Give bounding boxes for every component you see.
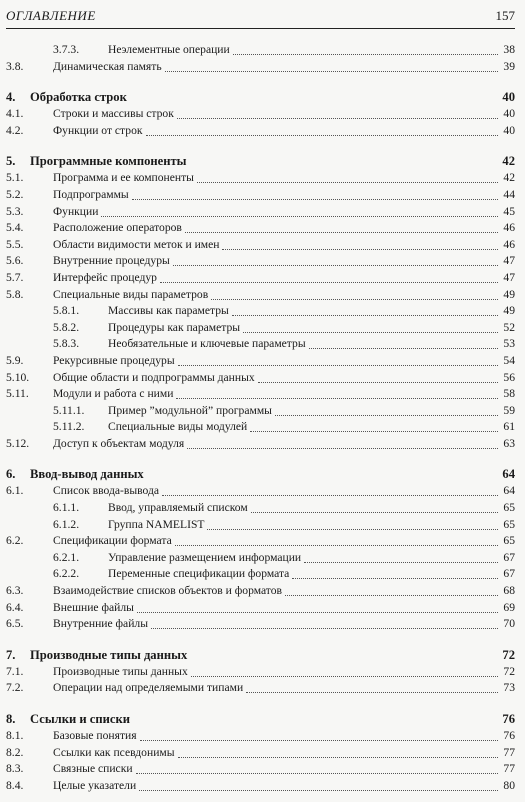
toc-entry-page: 40 [502, 90, 515, 105]
toc-entry-title: Динамическая память [53, 59, 162, 73]
toc-entry-number: 8. [6, 712, 16, 726]
toc-dot-leader [173, 254, 498, 266]
toc-entry-number: 6.2. [6, 534, 24, 548]
toc-subsection-entry[interactable] [6, 303, 515, 320]
toc-entry-number: 4.2. [6, 123, 24, 137]
toc-section-entry[interactable] [6, 436, 515, 453]
toc-section-entry[interactable] [6, 533, 515, 550]
toc-dot-leader [101, 205, 498, 217]
toc-dot-leader [292, 567, 498, 579]
toc-dot-leader [243, 321, 498, 333]
toc-entry-number: 7.2. [6, 681, 24, 695]
toc-entry-title: Функции [53, 204, 99, 218]
toc-entry-number: 6.2.1. [53, 550, 80, 564]
toc-subsection-entry[interactable] [6, 550, 515, 567]
toc-dot-leader [187, 437, 498, 449]
toc-entry-title: Программа и ее компоненты [53, 171, 194, 185]
running-title: ОГЛАВЛЕНИЕ [6, 8, 96, 23]
toc-section-entry[interactable] [6, 664, 515, 681]
toc-entry-number: 8.4. [6, 778, 24, 792]
toc-subsection-entry[interactable] [6, 419, 515, 436]
toc-entry-number: 7.1. [6, 664, 24, 678]
toc-dot-leader [251, 501, 498, 513]
toc-entry-page: 64 [502, 467, 515, 482]
toc-entry-page: 65 [503, 534, 515, 548]
toc-entry-page: 49 [503, 304, 515, 318]
toc-entry-number: 5.11.2. [53, 420, 85, 434]
toc-entry-number: 5. [6, 154, 16, 169]
toc-entry-number: 5.8.2. [53, 320, 80, 334]
toc-entry-number: 3.7.3. [53, 43, 80, 56]
toc-entry-page: 59 [503, 403, 515, 417]
toc-entry-number: 4.1. [6, 107, 24, 121]
toc-entry-title: Неэлементные операции [108, 43, 230, 56]
toc-section-entry[interactable] [6, 616, 515, 633]
toc-entry-page: 58 [503, 387, 515, 401]
toc-dot-leader [258, 371, 498, 383]
toc-subsection-entry[interactable] [6, 336, 515, 353]
table-of-contents [6, 42, 515, 794]
toc-subsection-entry[interactable] [6, 566, 515, 583]
toc-section-entry[interactable] [6, 287, 515, 304]
toc-entry-title: Функции от строк [53, 123, 143, 137]
toc-entry-page: 53 [503, 337, 515, 351]
toc-dot-leader [275, 404, 498, 416]
toc-section-entry[interactable] [6, 583, 515, 600]
toc-entry-title: Общие области и подпрограммы данных [53, 370, 255, 384]
toc-section-entry[interactable] [6, 123, 515, 140]
toc-section-entry[interactable] [6, 370, 515, 387]
toc-chapter-entry[interactable] [6, 88, 515, 106]
toc-dot-leader [165, 60, 498, 72]
toc-entry-title: Специальные виды модулей [108, 420, 248, 434]
toc-dot-leader [222, 238, 498, 250]
toc-entry-page: 61 [503, 420, 515, 434]
toc-entry-title: Доступ к объектам модуля [53, 436, 185, 450]
toc-entry-title: Специальные виды параметров [53, 287, 209, 301]
toc-section-entry[interactable] [6, 204, 515, 221]
toc-entry-title: Рекурсивные процедуры [53, 353, 175, 367]
toc-entry-page: 67 [503, 550, 515, 564]
toc-entry-number: 6.1. [6, 484, 24, 498]
toc-entry-title: Группа NAMELIST [108, 517, 205, 531]
toc-dot-leader [185, 221, 498, 233]
toc-section-entry[interactable] [6, 270, 515, 287]
toc-entry-title: Интерфейс процедур [53, 270, 157, 284]
toc-section-entry[interactable] [6, 778, 515, 795]
toc-entry-number: 5.7. [6, 270, 24, 284]
page-number: 157 [495, 8, 515, 23]
toc-dot-leader [178, 746, 498, 758]
toc-section-entry[interactable] [6, 59, 515, 76]
toc-entry-page: 65 [503, 501, 515, 515]
toc-section-entry[interactable] [6, 728, 515, 745]
toc-entry-page: 72 [502, 647, 515, 662]
toc-chapter-entry[interactable] [6, 646, 515, 664]
toc-dot-leader [137, 601, 498, 613]
toc-dot-leader [207, 518, 498, 530]
toc-entry-number: 6.3. [6, 584, 24, 598]
toc-dot-leader [132, 188, 498, 200]
toc-subsection-entry[interactable] [6, 403, 515, 420]
toc-dot-leader [285, 584, 498, 596]
toc-entry-number: 8.2. [6, 745, 24, 759]
toc-entry-title: Расположение операторов [53, 221, 182, 235]
toc-entry-number: 5.5. [6, 237, 24, 251]
toc-entry-title: Внутренние процедуры [53, 254, 170, 268]
toc-entry-number: 4. [6, 90, 16, 105]
toc-entry-title: Внешние файлы [53, 600, 134, 614]
toc-entry-number: 5.8. [6, 287, 24, 301]
toc-dot-leader [140, 729, 498, 741]
toc-entry-number: 6.1.1. [53, 501, 80, 515]
toc-entry-page: 69 [503, 600, 515, 614]
toc-entry-page: 65 [503, 517, 515, 531]
toc-entry-page: 64 [503, 484, 515, 498]
toc-entry-page: 44 [503, 187, 515, 201]
toc-entry-title: Операции над определяемыми типами [53, 681, 244, 695]
toc-entry-number: 5.1. [6, 171, 24, 185]
toc-entry-number: 6.1.2. [53, 517, 80, 531]
toc-section-entry[interactable] [6, 745, 515, 762]
toc-dot-leader [146, 124, 499, 136]
toc-section-entry[interactable] [6, 170, 515, 187]
toc-dot-leader [177, 107, 498, 119]
toc-dot-leader [246, 681, 498, 693]
toc-chapter-entry[interactable] [6, 465, 515, 483]
toc-entry-title: Программные компоненты [30, 154, 187, 169]
toc-dot-leader [175, 534, 498, 546]
toc-entry-page: 40 [503, 123, 515, 137]
toc-entry-page: 73 [503, 681, 515, 695]
toc-entry-title: Производные типы данных [53, 664, 188, 678]
toc-chapter-entry[interactable] [6, 710, 515, 728]
toc-entry-page: 80 [503, 778, 515, 792]
toc-entry-number: 5.12. [6, 436, 30, 450]
toc-dot-leader [139, 779, 498, 791]
toc-entry-number: 5.8.1. [53, 304, 80, 318]
toc-entry-page: 67 [503, 567, 515, 581]
toc-entry-number: 8.1. [6, 729, 24, 742]
toc-entry-number: 5.9. [6, 353, 24, 367]
toc-entry-page: 45 [503, 204, 515, 218]
toc-entry-page: 49 [503, 287, 515, 301]
toc-entry-title: Строки и массивы строк [53, 107, 174, 121]
toc-subsection-entry[interactable] [6, 42, 515, 59]
toc-dot-leader [233, 43, 498, 55]
toc-dot-leader [309, 337, 498, 349]
toc-entry-title: Управление размещением информации [108, 550, 302, 564]
toc-entry-number: 7. [6, 647, 16, 662]
toc-entry-number: 5.3. [6, 204, 24, 218]
toc-entry-page: 52 [503, 320, 515, 334]
toc-dot-leader [176, 387, 498, 399]
toc-entry-number: 5.2. [6, 187, 24, 201]
toc-entry-page: 76 [502, 712, 515, 726]
toc-entry-number: 6. [6, 467, 16, 482]
toc-section-entry[interactable] [6, 106, 515, 123]
toc-entry-number: 5.8.3. [53, 337, 80, 351]
toc-entry-title: Спецификации формата [53, 534, 172, 548]
toc-entry-title: Модули и работа с ними [53, 387, 174, 401]
toc-dot-leader [178, 354, 498, 366]
toc-entry-number: 5.6. [6, 254, 24, 268]
toc-dot-leader [250, 420, 498, 432]
toc-entry-page: 46 [503, 237, 515, 251]
toc-entry-page: 70 [503, 617, 515, 631]
toc-entry-number: 6.4. [6, 600, 24, 614]
toc-entry-title: Внутренние файлы [53, 617, 148, 631]
toc-entry-title: Необязательные и ключевые параметры [108, 337, 306, 351]
toc-entry-title: Пример ”модульной” программы [108, 403, 272, 417]
toc-dot-leader [197, 171, 498, 183]
toc-entry-number: 6.2.2. [53, 567, 80, 581]
toc-entry-page: 63 [503, 436, 515, 450]
toc-entry-page: 68 [503, 584, 515, 598]
toc-dot-leader [211, 288, 498, 300]
toc-entry-number: 8.3. [6, 762, 24, 776]
toc-entry-page: 40 [503, 107, 515, 121]
toc-section-entry[interactable] [6, 680, 515, 697]
running-header [6, 6, 515, 29]
toc-entry-title: Области видимости меток и имен [53, 237, 220, 251]
toc-entry-page: 47 [503, 254, 515, 268]
toc-entry-number: 3.8. [6, 59, 24, 73]
toc-entry-number: 6.5. [6, 617, 24, 631]
toc-entry-page: 46 [503, 221, 515, 235]
toc-subsection-entry[interactable] [6, 320, 515, 337]
toc-entry-title: Взаимодействие списков объектов и форматов [53, 584, 282, 598]
toc-dot-leader [162, 484, 498, 496]
toc-section-entry[interactable] [6, 761, 515, 778]
toc-section-entry[interactable] [6, 483, 515, 500]
toc-entry-title: Процедуры как параметры [108, 320, 241, 334]
toc-section-entry[interactable] [6, 386, 515, 403]
toc-entry-number: 5.10. [6, 370, 30, 384]
toc-entry-page: 56 [503, 370, 515, 384]
toc-entry-page: 42 [503, 171, 515, 185]
toc-dot-leader [304, 551, 498, 563]
toc-entry-title: Ввод-вывод данных [30, 467, 144, 482]
toc-entry-number: 5.11.1. [53, 403, 85, 417]
toc-subsection-entry[interactable] [6, 517, 515, 534]
toc-entry-page: 77 [503, 745, 515, 759]
toc-entry-title: Ссылки как псевдонимы [53, 745, 175, 759]
toc-section-entry[interactable] [6, 353, 515, 370]
toc-entry-title: Ввод, управляемый списком [108, 501, 248, 515]
toc-entry-title: Обработка строк [30, 90, 127, 105]
toc-entry-page: 39 [503, 59, 515, 73]
toc-entry-number: 5.11. [6, 387, 29, 401]
toc-entry-title: Ссылки и списки [30, 712, 131, 726]
toc-entry-title: Базовые понятия [53, 729, 137, 742]
toc-entry-title: Переменные спецификации формата [108, 567, 290, 581]
toc-dot-leader [151, 617, 498, 629]
toc-entry-title: Целые указатели [53, 778, 137, 792]
toc-chapter-entry[interactable] [6, 152, 515, 170]
toc-entry-page: 76 [503, 729, 515, 742]
toc-dot-leader [136, 762, 498, 774]
toc-entry-title: Массивы как параметры [108, 304, 229, 318]
toc-subsection-entry[interactable] [6, 500, 515, 517]
toc-section-entry[interactable] [6, 253, 515, 270]
toc-entry-page: 77 [503, 762, 515, 776]
toc-entry-number: 5.4. [6, 221, 24, 235]
toc-entry-page: 42 [502, 154, 515, 169]
toc-dot-leader [160, 271, 498, 283]
toc-entry-title: Подпрограммы [53, 187, 129, 201]
toc-section-entry[interactable] [6, 220, 515, 237]
toc-section-entry[interactable] [6, 187, 515, 204]
toc-entry-page: 47 [503, 270, 515, 284]
toc-entry-page: 38 [503, 43, 515, 56]
toc-entry-title: Список ввода-вывода [53, 484, 160, 498]
toc-entry-title: Производные типы данных [30, 647, 188, 662]
toc-section-entry[interactable] [6, 600, 515, 617]
toc-entry-page: 72 [503, 664, 515, 678]
toc-section-entry[interactable] [6, 237, 515, 254]
toc-dot-leader [191, 665, 498, 677]
toc-entry-title: Связные списки [53, 762, 133, 776]
toc-dot-leader [232, 304, 498, 316]
toc-entry-page: 54 [503, 353, 515, 367]
